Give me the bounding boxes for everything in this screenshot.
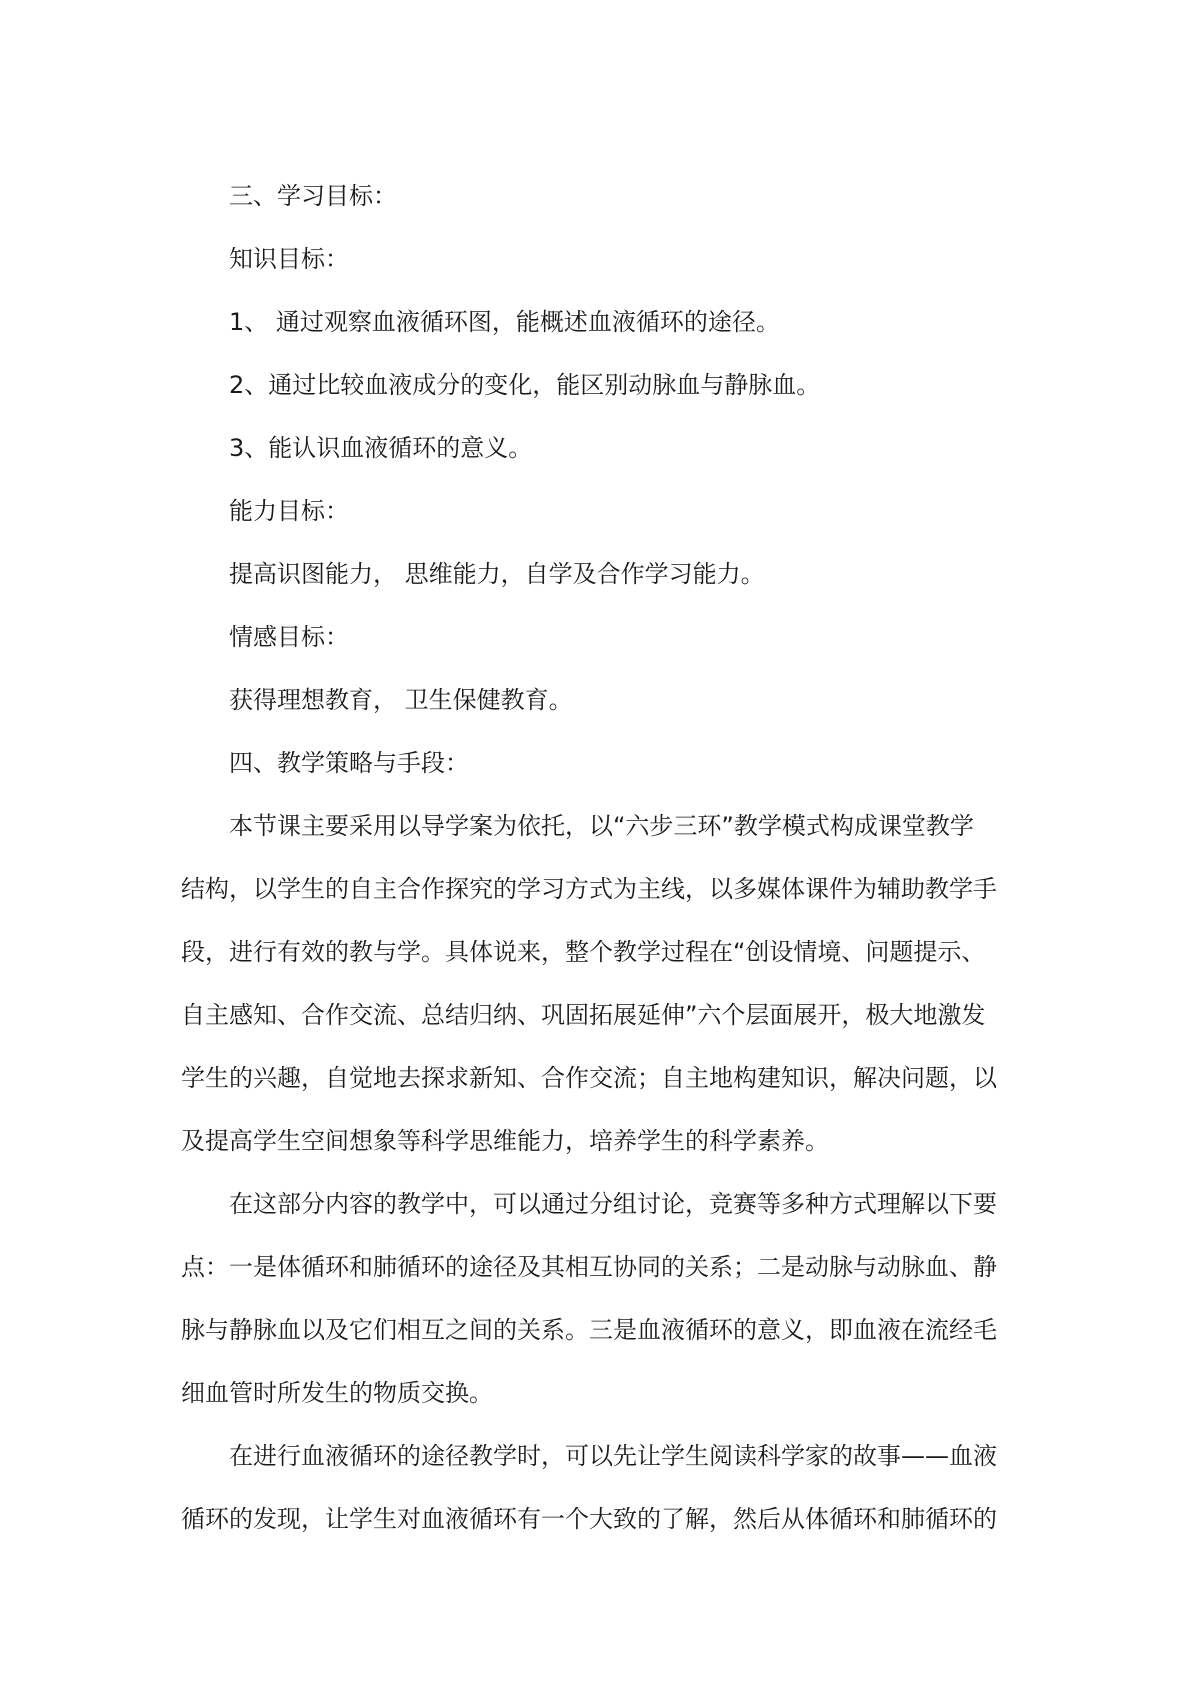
section-heading-teaching-strategy: 四、教学策略与手段： (229, 749, 469, 777)
paragraph-line: 学生的兴趣，自觉地去探求新知、合作交流；自主地构建知识，解决问题，以 (181, 1064, 997, 1092)
knowledge-objective-1: 1、 通过观察血液循环图，能概述血液循环的途径。 (229, 308, 780, 336)
emotion-objective-text: 获得理想教育， 卫生保健教育。 (229, 686, 573, 714)
paragraph-line: 循环的发现，让学生对血液循环有一个大致的了解，然后从体循环和肺循环的 (181, 1505, 997, 1533)
paragraph-teaching-strategy (181, 795, 1011, 1173)
paragraph-circulation-path-teaching (181, 1425, 1011, 1551)
knowledge-objective-3: 3、能认识血液循环的意义。 (229, 434, 533, 462)
paragraph-line: 脉与静脉血以及它们相互之间的关系。三是血液循环的意义，即血液在流经毛 (181, 1316, 997, 1344)
document-body (181, 165, 1011, 1551)
paragraph-line: 及提高学生空间想象等科学思维能力，培养学生的科学素养。 (181, 1127, 829, 1155)
paragraph-key-points (181, 1173, 1011, 1425)
paragraph-line: 在进行血液循环的途径教学时，可以先让学生阅读科学家的故事——血液 (229, 1442, 997, 1470)
paragraph-line: 点：一是体循环和肺循环的途径及其相互协同的关系；二是动脉与动脉血、静 (181, 1253, 997, 1281)
paragraph-line: 自主感知、合作交流、总结归纳、巩固拓展延伸”六个层面展开，极大地激发 (181, 1001, 986, 1029)
ability-objective-text: 提高识图能力， 思维能力，自学及合作学习能力。 (229, 560, 765, 588)
section-heading-learning-objectives: 三、学习目标： (229, 182, 397, 210)
paragraph-line: 细血管时所发生的物质交换。 (181, 1379, 493, 1407)
paragraph-line: 在这部分内容的教学中，可以通过分组讨论，竞赛等多种方式理解以下要 (229, 1190, 997, 1218)
paragraph-line: 段，进行有效的教与学。具体说来，整个教学过程在“创设情境、问题提示、 (181, 938, 986, 966)
knowledge-objective-2: 2、通过比较血液成分的变化，能区别动脉血与静脉血。 (229, 371, 821, 399)
paragraph-line: 结构，以学生的自主合作探究的学习方式为主线，以多媒体课件为辅助教学手 (181, 875, 997, 903)
paragraph-line: 本节课主要采用以导学案为依托，以“六步三环”教学模式构成课堂教学 (229, 812, 974, 840)
subheading-ability-objectives: 能力目标： (229, 497, 349, 525)
subheading-knowledge-objectives: 知识目标： (229, 245, 349, 273)
subheading-emotion-objectives: 情感目标： (229, 623, 349, 651)
